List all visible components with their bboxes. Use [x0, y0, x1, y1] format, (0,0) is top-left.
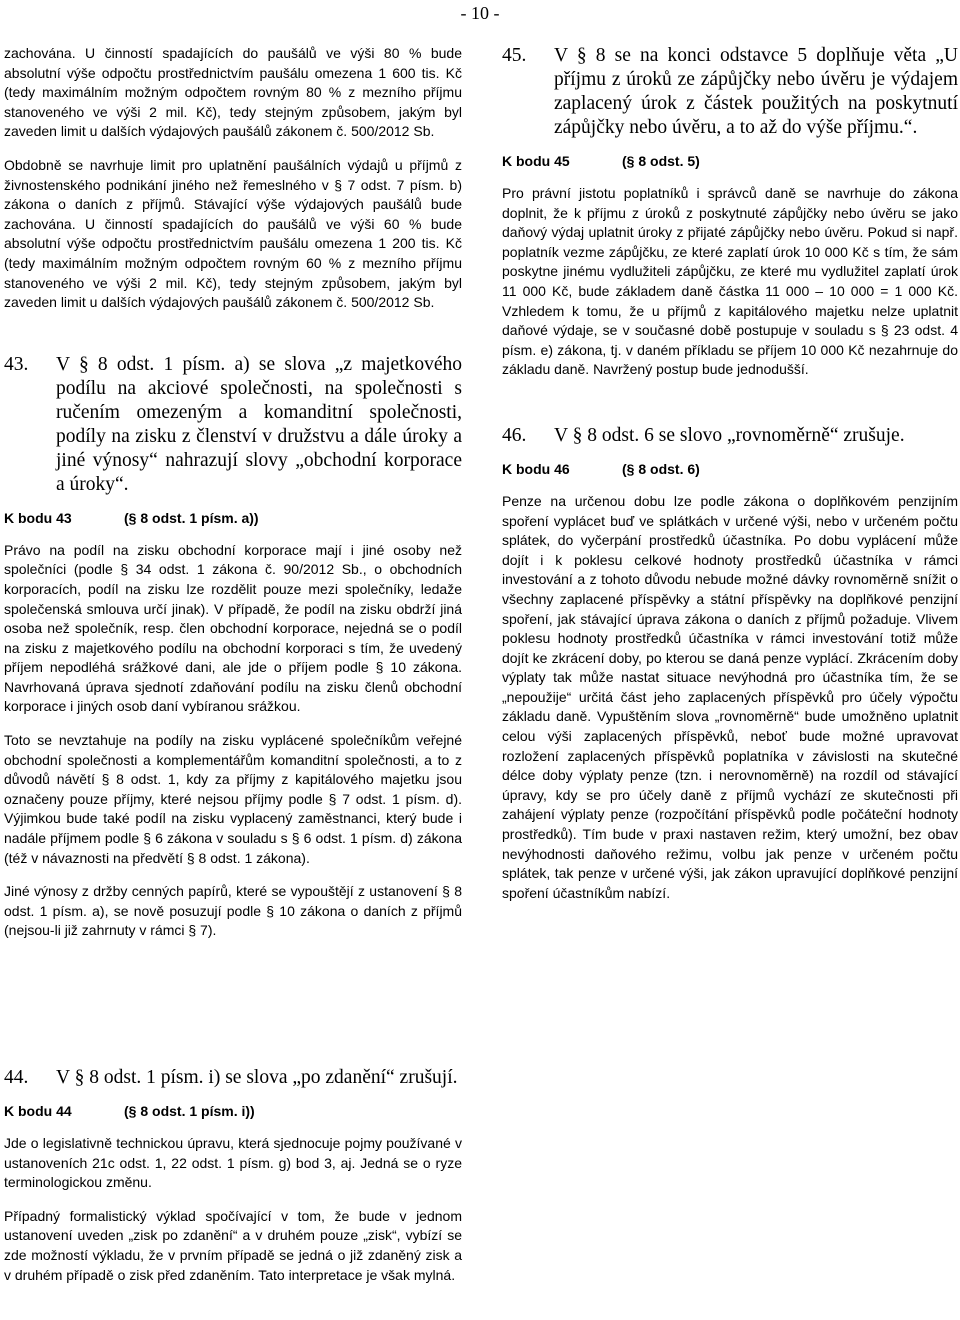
amendment-number: 44. — [4, 1067, 29, 1088]
paragraph: Penze na určenou dobu lze podle zákona o doplňkovém penzijním spoření vyplácet buď ve splátkách v určené výši, nebo v určeném počtu splátek, do vyčerpání prostředků účastníka. Po dobu vyplácení může dojít i k poklesu celkové hodnoty prostředků účastníka v rámci investování a z tohoto důvodu nebude možné dávky rovnoměrně snížit o všechny zaplacené příspěvky a státní příspěvky na doplňkové penzijní spoření, jak stávající úprava zákona o daních z příjmů požaduje. Vlivem poklesu hodnoty prostředků účastníka v rámci investování totiž může dojít ke zkrácení doby, po kterou se daná penze vyplácí. Zkrácením doby výplaty tak může nastat situace nevýhodná pro účastníka tím, že se „nepoužije“ určitá část jeho zaplacených příspěvků pro účely výpočtu základu daně. Vypuštěním slova „rovnoměrně“ bude umožněno uplatnit celou výši zaplacených příspěvků, neboť bude možné upravovat rozložení zaplacených příspěvků poplatníka v závislosti na skutečné délce doby výplaty penze (tzn. i nerovnoměrně) na rozdíl od stávající úpravy, kdy se pro účely daně z příjmů vychází ze skutečnosti při zahájení výplaty penze (rozpočítání příspěvků podle počáteční hodnoty prostředků). Tím bude v praxi nastaven režim, který umožní, bez obav nevýhodnosti daňového režimu, volbu jak penze v určeném počtu splátek, tak penze v určené výši, jak zákon upravující doplňkové penzijní spoření účastníkům nabízí. — [502, 492, 958, 901]
paragraph: Jde o legislativně technickou úpravu, která sjednocuje pojmy používané v ustanoveních 21c odst. 1, 22 odst. 1 písm. g) bod 3, aj. Jedná se o ryze terminologickou změnu. — [4, 1135, 462, 1191]
left-column — [4, 44, 462, 955]
amendment-text: V § 8 odst. 1 písm. a) se slova „z majetkového podílu na akciové společnosti, na společnosti s ručením omezeným a komanditní společnosti, podíly na zisku z členství v družstvu a dále úroky a jiné výnosy“ nahrazují slovy „obchodní korporace a úroky“. — [56, 353, 462, 495]
amendment-item-45 — [502, 44, 958, 140]
section-heading-43 — [4, 509, 462, 527]
amendment-number: 43. — [4, 353, 29, 375]
heading-reference: (§ 8 odst. 1 písm. a)) — [124, 509, 259, 526]
section-heading-46 — [502, 460, 958, 478]
amendment-item-44 — [4, 1066, 462, 1090]
amendment-number: 46. — [502, 424, 527, 446]
paragraph: Případný formalistický výklad spočívající v tom, že bude v jednom ustanovení uveden „zisk po zdanění“ a v druhém pouze „zisk“, vybízí se zde možností výkladu, že v prvním případě se jedná o již zdaněný zisk a v druhém případě o zisk před zdaněním. Tato interpretace je však mylná. — [4, 1207, 462, 1283]
right-column — [502, 44, 958, 917]
heading-label: K bodu 44 — [4, 1103, 72, 1119]
amendment-text: V § 8 odst. 6 se slovo „rovnoměrně“ zrušuje. — [554, 424, 905, 446]
page-number: - 10 - — [460, 3, 500, 23]
amendment-item-43 — [4, 353, 462, 497]
paragraph: zachována. U činností spadajících do paušálů ve výši 80 % bude absolutní výše odpočtu prostřednictvím paušálu omezena 1 600 tis. Kč (tedy maximálním možným odpočtem rovným 80 % z mezního příjmu stanoveného ve výši 2 mil. Kč), tedy stejným způsobem, jakým byl zaveden limit u dalších výdajových paušálů zákonem č. 500/2012 Sb. — [4, 45, 462, 140]
amendment-number: 45. — [502, 45, 527, 66]
paragraph: Jiné výnosy z držby cenných papírů, které se vypouštějí z ustanovení § 8 odst. 1 písm. a), se nově posuzují podle § 10 zákona o daních z příjmů (nejsou-li již zahrnuty v rámci § 7). — [4, 883, 462, 939]
heading-label: K bodu 43 — [4, 509, 72, 526]
heading-reference: (§ 8 odst. 6) — [622, 460, 700, 477]
heading-reference: (§ 8 odst. 5) — [622, 153, 700, 169]
section-heading-44 — [4, 1102, 462, 1120]
section-heading-45 — [502, 152, 958, 170]
amendment-item-46 — [502, 424, 958, 448]
bottom-left-section — [4, 1066, 462, 1299]
paragraph: Toto se nevztahuje na podíly na zisku vyplácené společníkům veřejné obchodní společnosti a komplementářům komanditní společnosti, a to z důvodů návětí § 8 odst. 1, kdy za příjmy z kapitálového majetku jsou označeny pouze příjmy, které nejsou příjmy podle § 7 odst. 1 písm. d). Výjimkou bude také podíl na zisku vyplacený zaměstnanci, který bude i nadále příjmem podle § 6 zákona v souladu s § 6 odst. 1 písm. d) zákona (též v návaznosti na předvětí § 8 odst. 1 zákona). — [4, 732, 462, 866]
paragraph: Pro právní jistotu poplatníků i správců daně se navrhuje do zákona doplnit, že k příjmu z úroků z poskytnuté zápůjčky nebo úvěru se jako daňový výdaj uplatnit úroky z přijaté zápůjčky nebo úvěru. Pokud si např. poplatník vezme zápůjčku, ze které zaplatí úrok 10 000 Kč s tím, že sám poskytne jinému vydlužiteli zápůjčku, ze které mu vydlužitel zaplatí úrok 11 000 Kč, bude základem daně částka 11 000 – 10 000 = 1 000 Kč. Vzhledem k tomu, že u příjmů z kapitálového majetku nelze uplatnit daňové výdaje, se v současné době postupuje v souladu s § 23 odst. 4 písm. e) zákona, tj. v daném příkladu se příjem 10 000 Kč nezahrnuje do základu daně. Navržený postup bude jednodušší. — [502, 185, 958, 378]
paragraph: Právo na podíl na zisku obchodní korporace mají i jiné osoby než společníci (podle § 34 odst. 1 zákona č. 90/2012 Sb., o obchodních korporacích, podíl na zisku lze rozdělit pouze mezi společníky, ledaže společenská smlouva určí jinak). V případě, že podíl na zisku obdrží jiná osoba než společník, resp. člen obchodní korporace, nejedná se o podíl na zisku z majetkového podílu na obchodní korporaci s tím, že uvedený příjem nepodléhá srážkové dani, ale jde o příjem podle § 10 zákona. Navrhovaná úprava sjednotí zdaňování podílu na zisku členů obchodní korporace i jiných osob daní vybíranou srážkou. — [4, 541, 462, 715]
heading-reference: (§ 8 odst. 1 písm. i)) — [124, 1103, 255, 1119]
heading-label: K bodu 46 — [502, 460, 570, 477]
amendment-text: V § 8 se na konci odstavce 5 doplňuje věta „U příjmu z úroků ze zápůjčky nebo úvěru je výdajem zaplacený úrok z částek použitých na poskytnutí zápůjčky nebo úvěru, a to až do výše příjmu.“. — [554, 45, 958, 138]
paragraph: Obdobně se navrhuje limit pro uplatnění paušálních výdajů u příjmů z živnostenského podnikání jiného než řemeslného v § 7 odst. 7 písm. b) zákona o daních z příjmů. Stávající výše výdajových paušálů bude zachována. U činností spadajících do paušálů ve výši 60 % bude absolutní výše odpočtu prostřednictvím paušálu omezena 1 200 tis. Kč (tedy maximálním možným odpočtem rovným 60 % z mezního příjmu stanoveného ve výši 2 mil. Kč), tedy stejným způsobem, jakým byl zaveden limit u dalších výdajových paušálů zákonem č. 500/2012 Sb. — [4, 156, 462, 311]
heading-label: K bodu 45 — [502, 153, 570, 169]
amendment-text: V § 8 odst. 1 písm. i) se slova „po zdanění“ zrušují. — [56, 1067, 458, 1088]
